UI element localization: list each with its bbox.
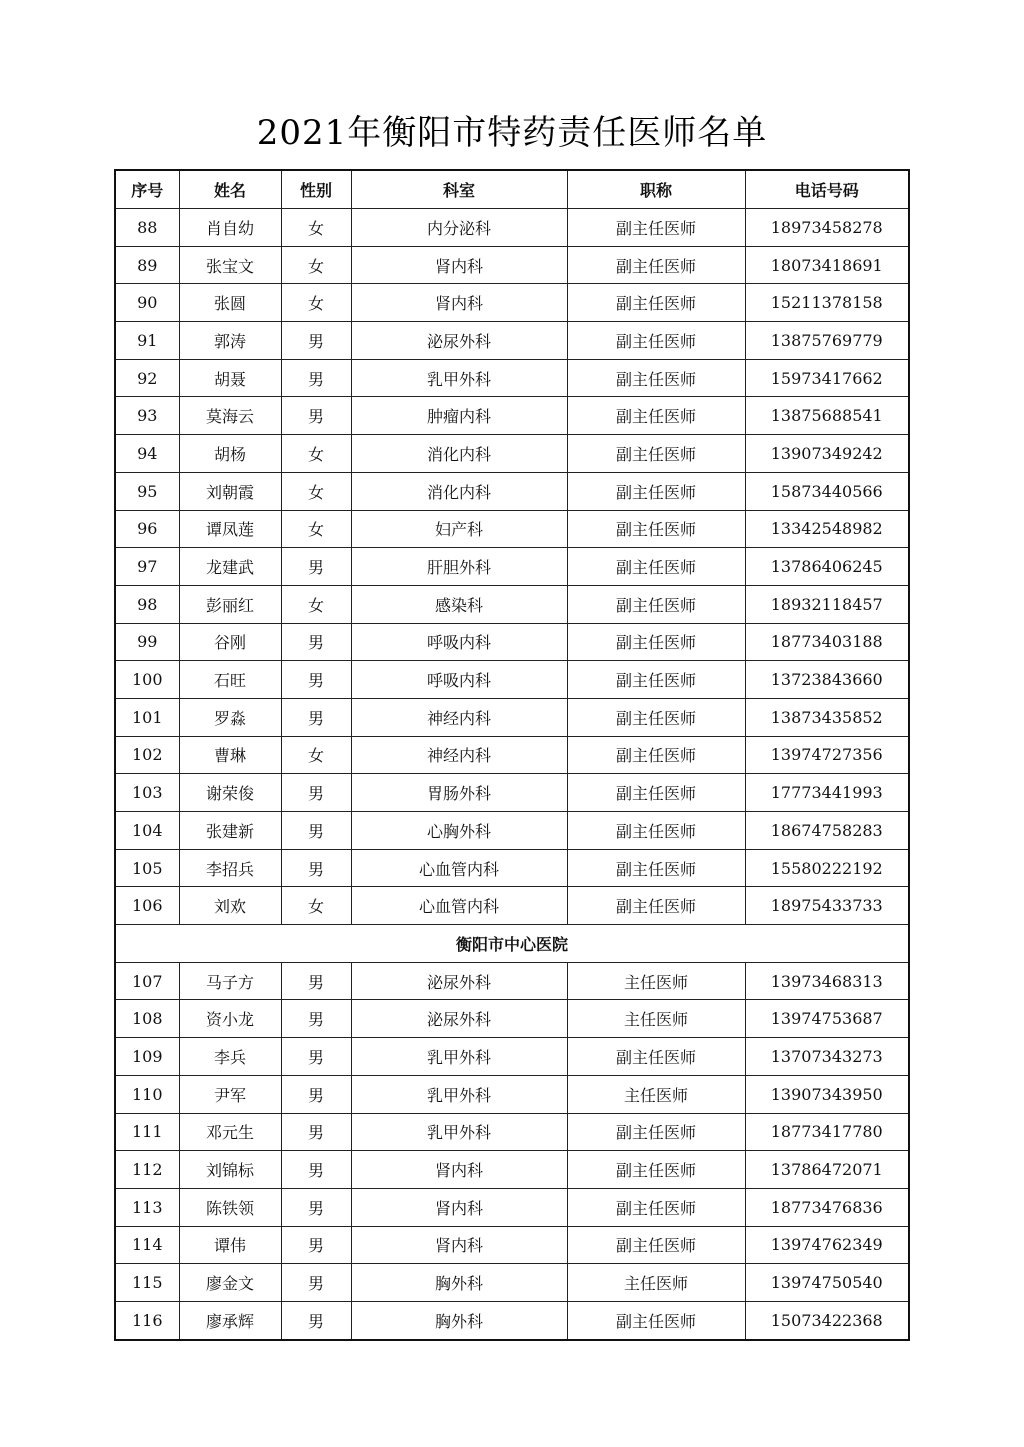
cell-title: 主任医师 <box>567 962 745 1000</box>
cell-department: 感染科 <box>351 585 567 623</box>
table-row <box>115 1000 909 1038</box>
cell-title: 副主任医师 <box>567 661 745 699</box>
cell-department: 肾内科 <box>351 1188 567 1226</box>
cell-serial: 96 <box>115 510 179 548</box>
cell-department: 胸外科 <box>351 1264 567 1302</box>
cell-name: 廖金文 <box>179 1264 281 1302</box>
cell-phone: 18773417780 <box>745 1113 909 1151</box>
cell-phone: 13973468313 <box>745 962 909 1000</box>
table-row <box>115 435 909 473</box>
cell-serial: 101 <box>115 698 179 736</box>
header-serial: 序号 <box>115 170 179 209</box>
cell-department: 泌尿外科 <box>351 322 567 360</box>
cell-name: 胡聂 <box>179 359 281 397</box>
cell-department: 肾内科 <box>351 1226 567 1264</box>
cell-title: 副主任医师 <box>567 623 745 661</box>
cell-serial: 90 <box>115 284 179 322</box>
cell-phone: 13974762349 <box>745 1226 909 1264</box>
cell-gender: 女 <box>281 209 351 247</box>
cell-serial: 109 <box>115 1038 179 1076</box>
cell-department: 乳甲外科 <box>351 1038 567 1076</box>
cell-gender: 男 <box>281 1188 351 1226</box>
cell-gender: 女 <box>281 887 351 925</box>
cell-department: 心血管内科 <box>351 887 567 925</box>
cell-title: 副主任医师 <box>567 1113 745 1151</box>
cell-gender: 男 <box>281 1301 351 1339</box>
cell-department: 肾内科 <box>351 246 567 284</box>
cell-name: 廖承辉 <box>179 1301 281 1339</box>
table-row <box>115 1113 909 1151</box>
cell-gender: 男 <box>281 1075 351 1113</box>
cell-title: 副主任医师 <box>567 774 745 812</box>
cell-serial: 97 <box>115 548 179 586</box>
cell-title: 副主任医师 <box>567 510 745 548</box>
table-row <box>115 1226 909 1264</box>
cell-phone: 13907343950 <box>745 1075 909 1113</box>
table-row <box>115 322 909 360</box>
section-row <box>115 925 909 963</box>
cell-serial: 107 <box>115 962 179 1000</box>
cell-title: 副主任医师 <box>567 246 745 284</box>
cell-phone: 13342548982 <box>745 510 909 548</box>
cell-title: 副主任医师 <box>567 322 745 360</box>
cell-phone: 13875688541 <box>745 397 909 435</box>
cell-department: 内分泌科 <box>351 209 567 247</box>
cell-name: 郭涛 <box>179 322 281 360</box>
cell-name: 李兵 <box>179 1038 281 1076</box>
cell-serial: 105 <box>115 849 179 887</box>
cell-phone: 13907349242 <box>745 435 909 473</box>
cell-serial: 95 <box>115 472 179 510</box>
cell-phone: 15073422368 <box>745 1301 909 1339</box>
cell-phone: 13723843660 <box>745 661 909 699</box>
cell-phone: 13875769779 <box>745 322 909 360</box>
header-gender: 性别 <box>281 170 351 209</box>
table-row <box>115 887 909 925</box>
cell-department: 消化内科 <box>351 435 567 473</box>
cell-serial: 115 <box>115 1264 179 1302</box>
cell-gender: 女 <box>281 435 351 473</box>
cell-phone: 18932118457 <box>745 585 909 623</box>
cell-name: 谭凤莲 <box>179 510 281 548</box>
cell-phone: 18975433733 <box>745 887 909 925</box>
cell-phone: 13974727356 <box>745 736 909 774</box>
cell-name: 曹琳 <box>179 736 281 774</box>
cell-gender: 男 <box>281 548 351 586</box>
cell-department: 神经内科 <box>351 698 567 736</box>
cell-name: 肖自幼 <box>179 209 281 247</box>
cell-title: 主任医师 <box>567 1264 745 1302</box>
cell-department: 呼吸内科 <box>351 623 567 661</box>
cell-title: 副主任医师 <box>567 849 745 887</box>
cell-title: 副主任医师 <box>567 548 745 586</box>
cell-title: 副主任医师 <box>567 1226 745 1264</box>
cell-phone: 13974750540 <box>745 1264 909 1302</box>
cell-gender: 男 <box>281 397 351 435</box>
cell-gender: 男 <box>281 962 351 1000</box>
cell-title: 副主任医师 <box>567 209 745 247</box>
cell-department: 妇产科 <box>351 510 567 548</box>
cell-serial: 111 <box>115 1113 179 1151</box>
cell-serial: 88 <box>115 209 179 247</box>
cell-gender: 男 <box>281 1038 351 1076</box>
cell-gender: 女 <box>281 585 351 623</box>
cell-name: 谢荣俊 <box>179 774 281 812</box>
cell-department: 神经内科 <box>351 736 567 774</box>
cell-department: 泌尿外科 <box>351 962 567 1000</box>
table-header-row <box>115 170 909 209</box>
cell-department: 肾内科 <box>351 1151 567 1189</box>
cell-serial: 108 <box>115 1000 179 1038</box>
table-row <box>115 1075 909 1113</box>
table-row <box>115 774 909 812</box>
cell-department: 肝胆外科 <box>351 548 567 586</box>
cell-gender: 男 <box>281 1264 351 1302</box>
cell-gender: 女 <box>281 472 351 510</box>
cell-phone: 13873435852 <box>745 698 909 736</box>
table-body <box>115 209 909 1340</box>
cell-gender: 男 <box>281 623 351 661</box>
cell-phone: 13707343273 <box>745 1038 909 1076</box>
cell-serial: 99 <box>115 623 179 661</box>
table-row <box>115 1188 909 1226</box>
cell-serial: 93 <box>115 397 179 435</box>
cell-gender: 女 <box>281 736 351 774</box>
cell-phone: 18674758283 <box>745 812 909 850</box>
cell-gender: 女 <box>281 284 351 322</box>
cell-department: 肾内科 <box>351 284 567 322</box>
cell-gender: 女 <box>281 246 351 284</box>
cell-title: 主任医师 <box>567 1000 745 1038</box>
table-row <box>115 397 909 435</box>
header-title: 职称 <box>567 170 745 209</box>
table-row <box>115 284 909 322</box>
cell-serial: 103 <box>115 774 179 812</box>
cell-department: 乳甲外科 <box>351 1113 567 1151</box>
table-row <box>115 623 909 661</box>
cell-serial: 112 <box>115 1151 179 1189</box>
cell-department: 胸外科 <box>351 1301 567 1339</box>
table-row <box>115 849 909 887</box>
cell-gender: 男 <box>281 1113 351 1151</box>
cell-title: 副主任医师 <box>567 736 745 774</box>
cell-name: 谷刚 <box>179 623 281 661</box>
cell-gender: 男 <box>281 774 351 812</box>
table-row <box>115 812 909 850</box>
header-name: 姓名 <box>179 170 281 209</box>
cell-gender: 男 <box>281 359 351 397</box>
cell-serial: 104 <box>115 812 179 850</box>
cell-title: 副主任医师 <box>567 812 745 850</box>
cell-department: 乳甲外科 <box>351 1075 567 1113</box>
cell-serial: 94 <box>115 435 179 473</box>
cell-name: 李招兵 <box>179 849 281 887</box>
cell-department: 肿瘤内科 <box>351 397 567 435</box>
table-row <box>115 698 909 736</box>
cell-name: 龙建武 <box>179 548 281 586</box>
cell-gender: 女 <box>281 510 351 548</box>
cell-gender: 男 <box>281 1226 351 1264</box>
cell-name: 彭丽红 <box>179 585 281 623</box>
cell-gender: 男 <box>281 1000 351 1038</box>
cell-phone: 13786472071 <box>745 1151 909 1189</box>
cell-gender: 男 <box>281 849 351 887</box>
cell-title: 副主任医师 <box>567 585 745 623</box>
table-row <box>115 1038 909 1076</box>
table-row <box>115 1264 909 1302</box>
cell-name: 刘锦标 <box>179 1151 281 1189</box>
cell-phone: 15211378158 <box>745 284 909 322</box>
cell-phone: 17773441993 <box>745 774 909 812</box>
cell-title: 副主任医师 <box>567 359 745 397</box>
table-row <box>115 246 909 284</box>
cell-name: 张宝文 <box>179 246 281 284</box>
cell-name: 尹军 <box>179 1075 281 1113</box>
cell-gender: 男 <box>281 322 351 360</box>
cell-phone: 15973417662 <box>745 359 909 397</box>
cell-serial: 106 <box>115 887 179 925</box>
cell-name: 石旺 <box>179 661 281 699</box>
cell-gender: 男 <box>281 1151 351 1189</box>
cell-name: 罗淼 <box>179 698 281 736</box>
table-row <box>115 548 909 586</box>
cell-department: 心血管内科 <box>351 849 567 887</box>
cell-name: 刘朝霞 <box>179 472 281 510</box>
cell-department: 呼吸内科 <box>351 661 567 699</box>
table-row <box>115 359 909 397</box>
cell-phone: 18773403188 <box>745 623 909 661</box>
cell-title: 副主任医师 <box>567 698 745 736</box>
cell-name: 张建新 <box>179 812 281 850</box>
table-row <box>115 1301 909 1339</box>
table-row <box>115 1151 909 1189</box>
table-row <box>115 472 909 510</box>
cell-title: 副主任医师 <box>567 1151 745 1189</box>
cell-phone: 13786406245 <box>745 548 909 586</box>
cell-phone: 18773476836 <box>745 1188 909 1226</box>
cell-phone: 15873440566 <box>745 472 909 510</box>
cell-serial: 91 <box>115 322 179 360</box>
cell-serial: 92 <box>115 359 179 397</box>
cell-name: 谭伟 <box>179 1226 281 1264</box>
cell-serial: 98 <box>115 585 179 623</box>
cell-title: 副主任医师 <box>567 284 745 322</box>
cell-gender: 男 <box>281 661 351 699</box>
table-row <box>115 736 909 774</box>
cell-title: 副主任医师 <box>567 887 745 925</box>
table-row <box>115 209 909 247</box>
cell-department: 消化内科 <box>351 472 567 510</box>
section-label: 衡阳市中心医院 <box>115 925 909 963</box>
cell-department: 心胸外科 <box>351 812 567 850</box>
table-row <box>115 510 909 548</box>
cell-serial: 100 <box>115 661 179 699</box>
cell-name: 陈铁领 <box>179 1188 281 1226</box>
cell-gender: 男 <box>281 812 351 850</box>
cell-name: 莫海云 <box>179 397 281 435</box>
cell-name: 胡杨 <box>179 435 281 473</box>
cell-serial: 89 <box>115 246 179 284</box>
cell-title: 副主任医师 <box>567 1188 745 1226</box>
cell-name: 邓元生 <box>179 1113 281 1151</box>
cell-phone: 18973458278 <box>745 209 909 247</box>
cell-name: 资小龙 <box>179 1000 281 1038</box>
cell-serial: 116 <box>115 1301 179 1339</box>
cell-phone: 15580222192 <box>745 849 909 887</box>
cell-serial: 114 <box>115 1226 179 1264</box>
table-row <box>115 661 909 699</box>
doctor-roster-table <box>114 169 910 1341</box>
cell-name: 刘欢 <box>179 887 281 925</box>
cell-title: 副主任医师 <box>567 397 745 435</box>
cell-title: 副主任医师 <box>567 1301 745 1339</box>
cell-title: 副主任医师 <box>567 1038 745 1076</box>
header-phone: 电话号码 <box>745 170 909 209</box>
cell-serial: 110 <box>115 1075 179 1113</box>
cell-department: 胃肠外科 <box>351 774 567 812</box>
table-row <box>115 585 909 623</box>
cell-phone: 13974753687 <box>745 1000 909 1038</box>
cell-department: 泌尿外科 <box>351 1000 567 1038</box>
cell-phone: 18073418691 <box>745 246 909 284</box>
cell-title: 副主任医师 <box>567 435 745 473</box>
cell-department: 乳甲外科 <box>351 359 567 397</box>
cell-serial: 113 <box>115 1188 179 1226</box>
header-department: 科室 <box>351 170 567 209</box>
cell-title: 副主任医师 <box>567 472 745 510</box>
cell-gender: 男 <box>281 698 351 736</box>
cell-title: 主任医师 <box>567 1075 745 1113</box>
cell-serial: 102 <box>115 736 179 774</box>
cell-name: 张圆 <box>179 284 281 322</box>
page-title: 2021年衡阳市特药责任医师名单 <box>256 113 768 153</box>
cell-name: 马子方 <box>179 962 281 1000</box>
table-row <box>115 962 909 1000</box>
